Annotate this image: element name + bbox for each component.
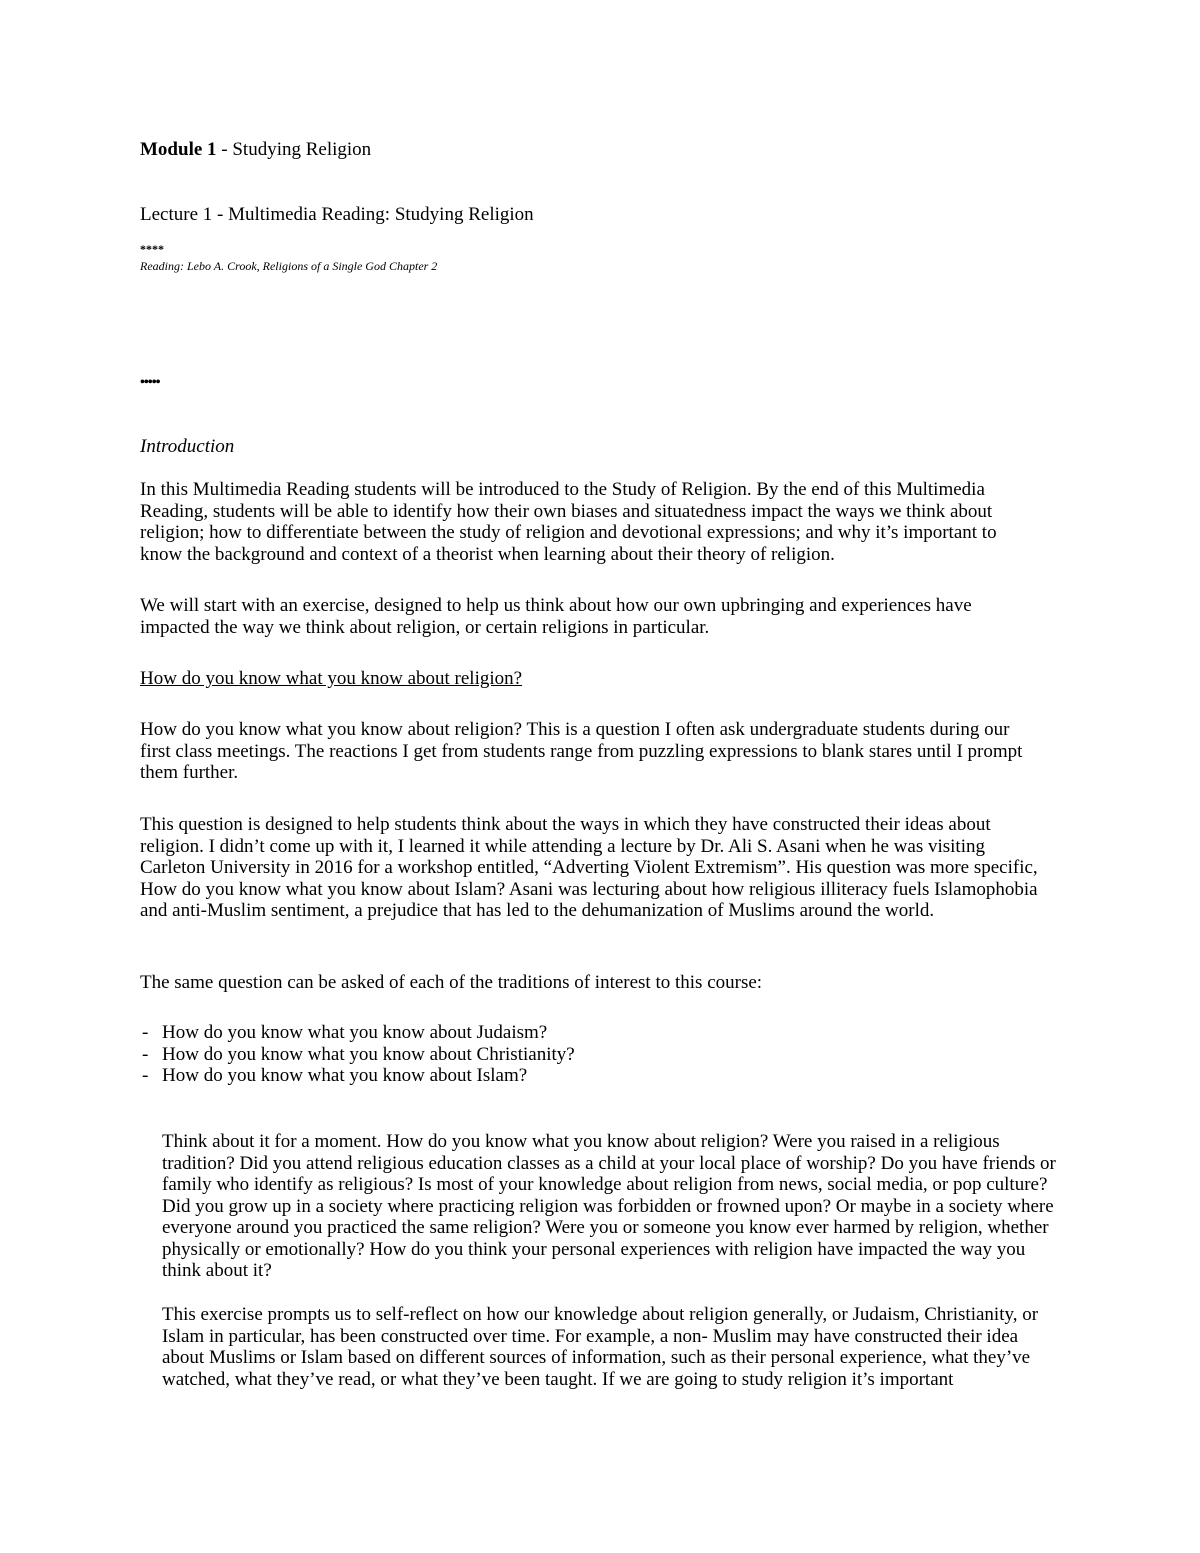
designed-paragraph: This question is designed to help students think about the ways in which they have constructed their ideas about religion. I didn’t come up with it, I learned it while attending a lecture by Dr. Ali S. Asani when he was visiting Carleton University in 2016 for a workshop entitled, “Adverting Violent Extremism”. His question was more specific, How do you know what you know about Islam? Asani was lecturing about how religious illiteracy fuels Islamophobia and anti-Muslim sentiment, a prejudice that has led to the dehumanization of Muslims around the world. bbox=[140, 814, 1038, 921]
list-marker: - bbox=[142, 1065, 149, 1086]
list-marker: - bbox=[142, 1043, 149, 1065]
traditions-list bbox=[140, 1022, 575, 1087]
think-paragraph: Think about it for a moment. How do you know what you know about religion? Were you raised in a religious tradition? Did you attend religious education classes as a child at your local place of worship? Do you have friends or family who identify as religious? Is most of your knowledge about religion from news, social media, or pop culture? Did you grow up in a society where practicing religion was forbidden or frowned upon? Or maybe in a society where everyone around you practiced the same religion? Were you or someone you know ever harmed by religion, whether physically or emotionally? How do you think your personal experiences with religion have impacted the way you think about it? bbox=[162, 1131, 1056, 1281]
list-item-text: How do you know what you know about Christianity? bbox=[162, 1043, 575, 1065]
module-label: Module 1 bbox=[140, 139, 217, 160]
module-subtitle: - Studying Religion bbox=[216, 139, 372, 160]
module-heading bbox=[140, 139, 371, 161]
reading-note: Reading: Lebo A. Crook, Religions of a Single God Chapter 2 bbox=[140, 259, 438, 273]
list-item-text: How do you know what you know about Judaism? bbox=[162, 1022, 548, 1043]
lecture-title: Lecture 1 - Multimedia Reading: Studying Religion bbox=[140, 204, 534, 225]
question-paragraph: How do you know what you know about religion? This is a question I often ask undergraduate students during our first class meetings. The reactions I get from students range from puzzling expressions to blank stares until I prompt them further. bbox=[140, 719, 1023, 783]
exercise-paragraph: We will start with an exercise, designed to help us think about how our own upbringing and experiences have impacted the way we think about religion, or certain religions in particular. bbox=[140, 595, 972, 638]
reflect-paragraph: This exercise prompts us to self-reflect on how our knowledge about religion generally, or Judaism, Christianity, or Islam in particular, has been constructed over time. For example, a non- Muslim may have constructed their idea about Muslims or Islam based on different sources of information, such as their personal experience, what they’ve watched, what they’ve read, or what they’ve been taught. If we are going to study religion it’s important bbox=[162, 1304, 1039, 1390]
separator-bullets: ••••• bbox=[140, 375, 160, 390]
same-question-paragraph: The same question can be asked of each of the traditions of interest to this course: bbox=[140, 972, 763, 993]
list-item bbox=[140, 1022, 575, 1044]
intro-paragraph: In this Multimedia Reading students will be introduced to the Study of Religion. By the end of this Multimedia Reading, students will be able to identify how their own biases and situatedness impact the ways we think about religion; how to differentiate between the study of religion and devotional expressions; and why it’s important to know the background and context of a theorist when learning about their theory of religion. bbox=[140, 479, 997, 565]
list-item-text: How do you know what you know about Islam? bbox=[162, 1065, 528, 1086]
question-heading: How do you know what you know about religion? bbox=[140, 668, 523, 689]
separator-stars: **** bbox=[140, 242, 164, 256]
list-item bbox=[140, 1044, 575, 1066]
list-marker: - bbox=[142, 1022, 149, 1043]
intro-heading: Introduction bbox=[140, 436, 235, 457]
list-item bbox=[140, 1065, 575, 1087]
